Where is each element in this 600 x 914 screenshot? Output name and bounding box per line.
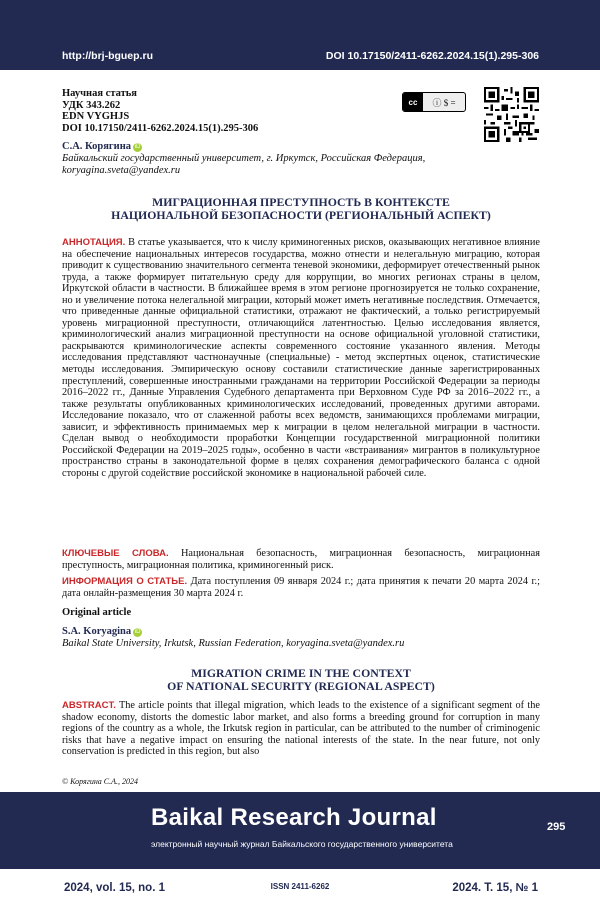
cc-by-nc-icon: ⓘ $ = <box>432 97 456 108</box>
author-name: С.А. Корягина <box>62 141 132 152</box>
issue-bar <box>0 869 600 914</box>
abstract-en-label: ABSTRACT. <box>62 700 116 711</box>
orcid-icon[interactable]: iD <box>134 144 141 150</box>
qr-code <box>484 87 539 142</box>
abstract-en-text: The article points that illegal migration, which leads to the existence of a significant segment of the shadow economy, distorts the domestic labor market, and also forms a breeding ground for corruption in many regions of the country as a whole, the Irkutsk region in particular, can be attributed to the number of criminogenic risks that have a negative impact on ensuring the national interests of the state. In the near future, not only conservation is predicted in this region, but also <box>62 700 540 758</box>
abstract-ru-label: АННОТАЦИЯ. <box>62 237 126 248</box>
abstract-ru <box>62 237 540 479</box>
article-info-ru <box>62 576 540 599</box>
doi-code: DOI 10.17150/2411-6262.2024.15(1).295-306 <box>62 122 259 134</box>
header-doi: DOI 10.17150/2411-6262.2024.15(1).295-306 <box>325 50 539 62</box>
keywords-ru-text: Национальная безопасность, миграционная безопасность, миграционная преступность, миграционная политика, криминогенный риск. <box>62 548 540 571</box>
abstract-ru-text: В статье указывается, что к числу криминогенных рисков, оказывающих негативное влияние на обеспечение национальных интересов государства, можно отнести и нелегальную миграцию, которая приводит к существованию значительного сегмента теневой экономики, деформирует отечественный рынок труда, а также формирует питательную среду для коррупции, во многих регионах страны в целом, Иркутской области в частности. В ближайшее время в этом регионе прогнозируется не только сохранение, но и увеличение потока нелегальной миграции, который может иметь негативные последствия. Отмечается, что приведенные данные официальной статистики, отражают не фактический, а только регистрируемый уровень миграционной преступности, отличающийся латентностью. Целью исследования является, криминологический анализ миграционной преступности на основе официальной уголовной статистики, раскрываются криминологические аспекты современного состояние указанного явления. Методы исследования представляют частнонаучные (специальные) - метод экспертных оценок, статистические методы исследования. Эмпирическую основу составили статистические данные зарегистрированных преступлений, совершенные иностранными гражданами на территории Российской Федерации за периоды 2016–2022 гг., Данные Управления Судебного департамента при Верховном Суде РФ за 2016–2022 гг., а также результаты опубликованных криминологических исследований, проведенных другими авторами. Исследование показало, что от слаженной работы всех ведомств, занимающихся проблемами миграции, зависит, и эффективность принимаемых мер к миграции в целом нелегальной миграции в частности. Сделан вывод о необходимости проработки Концепции государственной миграционной политики Российской Федерации на 2019–2025 годы», особенно в части «встраивания» мигрантов в поликультурное пространство страны в законодательной форме в целях сохранения демографического баланса с одной стороны с другой содействие российской экономике в национальной рабочей силе. <box>62 237 540 479</box>
title-ru-line-1: МИГРАЦИОННАЯ ПРЕСТУПНОСТЬ В КОНТЕКСТЕ <box>152 195 450 209</box>
volume-ru: 2024. Т. 15, № 1 <box>452 882 538 894</box>
original-article-label: Original article <box>62 607 132 618</box>
copyright-notice: © Корягина С.А., 2024 <box>62 777 139 786</box>
title-en-line-1: MIGRATION CRIME IN THE CONTEXT <box>191 666 411 680</box>
top-banner <box>0 0 600 70</box>
edn-code: EDN VYGHJS <box>62 111 130 123</box>
info-ru-label: ИНФОРМАЦИЯ О СТАТЬЕ. <box>62 576 188 587</box>
journal-url-link[interactable]: http://brj-bguep.ru <box>62 50 153 62</box>
author-email: koryagina.sveta@yandex.ru <box>62 165 181 176</box>
journal-footer <box>0 792 600 869</box>
abstract-en <box>62 700 540 758</box>
article-title-en <box>62 667 540 693</box>
author-affiliation: Байкальский государственный университет, г. Иркутск, Российская Федерация, <box>62 153 426 164</box>
volume-en: 2024, vol. 15, no. 1 <box>64 882 165 894</box>
article-type: Научная статья <box>62 88 137 99</box>
title-en-line-2: OF NATIONAL SECURITY (REGIONAL ASPECT) <box>167 679 435 693</box>
article-title-ru <box>62 196 540 222</box>
issn: ISSN 2411-6262 <box>270 882 330 891</box>
journal-subtitle: электронный научный журнал Байкальского государственного университета <box>151 839 453 849</box>
udk-code: УДК 343.262 <box>62 99 121 111</box>
orcid-icon[interactable]: iD <box>134 629 141 635</box>
journal-name: Baikal Research Journal <box>151 804 437 831</box>
title-ru-line-2: НАЦИОНАЛЬНОЙ БЕЗОПАСНОСТИ (РЕГИОНАЛЬНЫЙ АСПЕКТ) <box>111 208 491 222</box>
article-meta <box>62 88 540 134</box>
keywords-ru <box>62 548 540 571</box>
page-number: 295 <box>547 821 566 833</box>
cc-license-badge[interactable] <box>402 92 466 112</box>
author-name-en: S.A. Koryagina <box>62 626 132 637</box>
author-block-en <box>62 626 540 650</box>
info-ru-text: Дата поступления 09 января 2024 г.; дата принятия к печати 20 марта 2024 г.; дата онлайн-размещения 30 марта 2024 г. <box>62 576 540 599</box>
cc-icon: cc <box>403 93 423 111</box>
author-block-ru <box>62 141 540 177</box>
author-affiliation-en: Baikal State University, Irkutsk, Russian Federation, koryagina.sveta@yandex.ru <box>62 638 405 649</box>
keywords-ru-label: КЛЮЧЕВЫЕ СЛОВА. <box>62 548 169 559</box>
